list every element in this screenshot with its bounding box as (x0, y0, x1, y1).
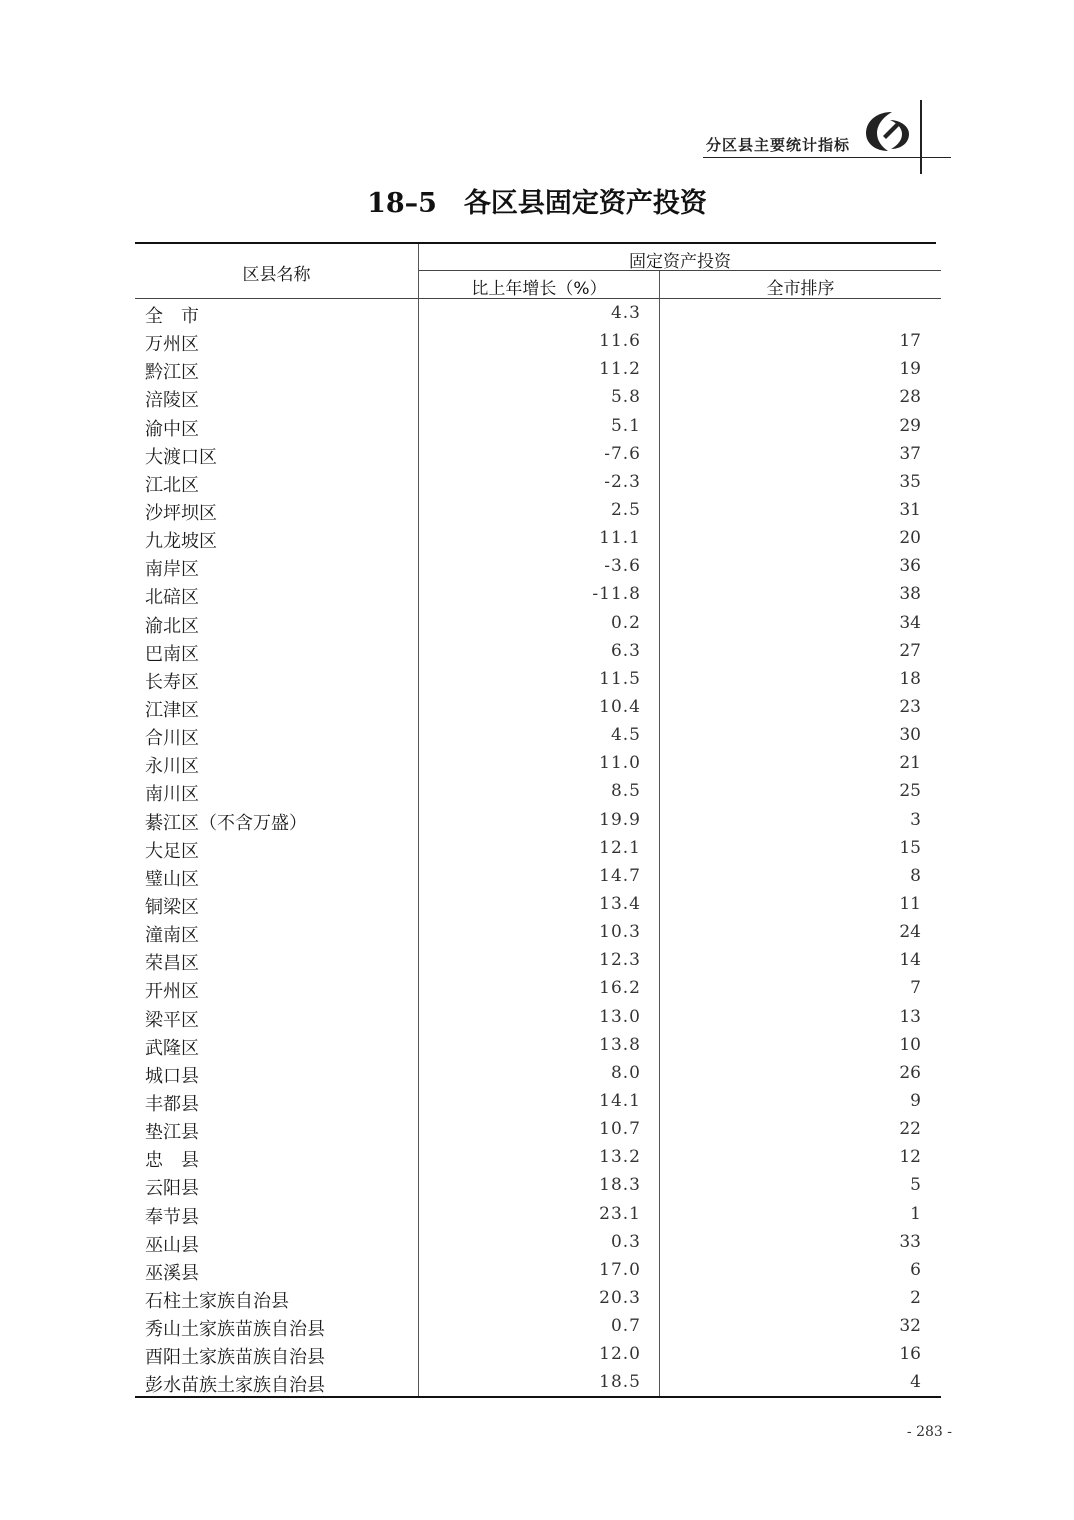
running-head: 分区县主要统计指标 (706, 136, 851, 154)
table-row (135, 946, 941, 974)
table-row (135, 1171, 941, 1199)
district-name-cell: 綦江区（不含万盛） (145, 812, 307, 834)
table-row (135, 468, 941, 496)
growth-rate-cell: 0.2 (610, 612, 641, 633)
city-rank-cell: 16 (899, 1344, 921, 1365)
district-name-cell: 长寿区 (145, 671, 199, 693)
district-name-cell: 江津区 (145, 699, 199, 721)
growth-rate-cell: 11.1 (599, 528, 641, 549)
table-row (135, 327, 941, 355)
growth-rate-cell: 12.3 (599, 950, 641, 971)
district-name-cell: 巫溪县 (145, 1262, 199, 1284)
table-row (135, 580, 941, 608)
district-name-cell: 忠 县 (145, 1150, 199, 1172)
table-row (135, 609, 941, 637)
table-row (135, 637, 941, 665)
district-name-cell: 全 市 (145, 306, 199, 327)
district-name-cell: 彭水苗族土家族自治县 (145, 1375, 325, 1397)
city-rank-cell: 25 (899, 781, 921, 802)
table-row (135, 440, 941, 468)
city-rank-cell: 4 (910, 1372, 921, 1393)
city-rank-cell: 30 (899, 725, 921, 746)
district-name-cell: 万州区 (145, 334, 199, 356)
growth-rate-cell: -2.3 (604, 471, 641, 492)
city-rank-cell: 6 (910, 1259, 921, 1280)
district-name-cell: 潼南区 (145, 925, 199, 947)
page-title: 18–5 各区县固定资产投资 (367, 188, 707, 219)
city-rank-cell: 37 (899, 443, 921, 464)
district-name-cell: 南川区 (145, 784, 199, 806)
growth-rate-cell: 0.3 (610, 1231, 641, 1252)
district-name-cell: 璧山区 (145, 868, 199, 890)
city-rank-cell: 14 (899, 950, 921, 971)
district-name-cell: 荣昌区 (145, 953, 199, 975)
city-rank-cell: 5 (910, 1175, 921, 1196)
growth-rate-cell: 14.7 (599, 865, 641, 886)
city-rank-cell: 8 (910, 865, 921, 886)
city-rank-cell: 31 (899, 499, 921, 520)
table-row (135, 524, 941, 552)
district-name-cell: 奉节县 (145, 1206, 199, 1228)
city-rank-cell: 20 (899, 528, 921, 549)
growth-rate-cell: -3.6 (604, 556, 641, 577)
statistics-logo-icon (862, 106, 914, 156)
table-row (135, 1256, 941, 1284)
table-row (135, 777, 941, 805)
table-row (135, 1087, 941, 1115)
table-row (135, 1200, 941, 1228)
district-name-cell: 城口县 (145, 1065, 199, 1087)
growth-rate-cell: 13.4 (599, 893, 641, 914)
table-row (135, 862, 941, 890)
city-rank-cell: 36 (899, 556, 921, 577)
table-row (135, 1368, 941, 1396)
growth-rate-cell: 10.3 (599, 922, 641, 943)
district-name-cell: 巫山县 (145, 1234, 199, 1256)
growth-rate-cell: 6.3 (610, 640, 641, 661)
table-row (135, 299, 941, 327)
table-row (135, 1228, 941, 1256)
city-rank-cell: 32 (899, 1316, 921, 1337)
table-row (135, 890, 941, 918)
growth-rate-cell: -11.8 (592, 584, 641, 605)
city-rank-cell: 33 (899, 1231, 921, 1252)
table-body (135, 299, 941, 1396)
growth-rate-cell: 11.2 (599, 359, 641, 380)
growth-rate-cell: 5.8 (610, 387, 641, 408)
header-growth-rate: 比上年增长（%） (471, 279, 607, 299)
city-rank-cell: 7 (910, 978, 921, 999)
growth-rate-cell: 10.4 (599, 696, 641, 717)
city-rank-cell: 13 (899, 1006, 921, 1027)
district-name-cell: 武隆区 (145, 1037, 199, 1059)
city-rank-cell: 34 (899, 612, 921, 633)
table-row (135, 918, 941, 946)
table-row (135, 355, 941, 383)
growth-rate-cell: 8.0 (610, 1062, 641, 1083)
city-rank-cell: 3 (910, 809, 921, 830)
growth-rate-cell: 4.3 (610, 303, 641, 323)
growth-rate-cell: 11.0 (599, 753, 641, 774)
district-name-cell: 南岸区 (145, 559, 199, 581)
growth-rate-cell: 13.2 (599, 1147, 641, 1168)
district-name-cell: 永川区 (145, 756, 199, 778)
page-header (0, 0, 1074, 180)
city-rank-cell: 17 (899, 331, 921, 352)
header-rule-vertical (920, 100, 922, 174)
city-rank-cell: 15 (899, 837, 921, 858)
district-name-cell: 大足区 (145, 840, 199, 862)
district-name-cell: 九龙坡区 (145, 531, 217, 553)
city-rank-cell: 38 (899, 584, 921, 605)
table-bottom-rule (135, 1396, 941, 1398)
district-name-cell: 垫江县 (145, 1122, 199, 1144)
growth-rate-cell: 13.0 (599, 1006, 641, 1027)
city-rank-cell: 24 (899, 922, 921, 943)
district-name-cell: 黔江区 (145, 362, 199, 384)
growth-rate-cell: 5.1 (610, 415, 641, 436)
city-rank-cell: 29 (899, 415, 921, 436)
district-name-cell: 渝中区 (145, 418, 199, 440)
table-row (135, 383, 941, 411)
district-name-cell: 大渡口区 (145, 446, 217, 468)
page-number: - 283 - (906, 1424, 952, 1440)
growth-rate-cell: 14.1 (599, 1090, 641, 1111)
growth-rate-cell: 18.5 (599, 1372, 641, 1393)
table-row (135, 1312, 941, 1340)
table-row (135, 693, 941, 721)
district-name-cell: 沙坪坝区 (145, 502, 217, 524)
table-row (135, 721, 941, 749)
city-rank-cell: 35 (899, 471, 921, 492)
city-rank-cell: 10 (899, 1034, 921, 1055)
district-name-cell: 云阳县 (145, 1178, 199, 1200)
growth-rate-cell: 2.5 (610, 499, 641, 520)
city-rank-cell: 23 (899, 696, 921, 717)
table-row (135, 412, 941, 440)
city-rank-cell: 11 (899, 893, 921, 914)
growth-rate-cell: 11.6 (599, 331, 641, 352)
city-rank-cell: 22 (899, 1119, 921, 1140)
district-name-cell: 开州区 (145, 981, 199, 1003)
city-rank-cell: 19 (899, 359, 921, 380)
city-rank-cell: 21 (899, 753, 921, 774)
table-row (135, 1115, 941, 1143)
growth-rate-cell: 12.0 (599, 1344, 641, 1365)
city-rank-cell: 27 (899, 640, 921, 661)
district-name-cell: 巴南区 (145, 643, 199, 665)
table-row (135, 1284, 941, 1312)
table-row (135, 496, 941, 524)
table-row (135, 1031, 941, 1059)
table-row (135, 1340, 941, 1368)
city-rank-cell: 28 (899, 387, 921, 408)
table-row (135, 806, 941, 834)
district-name-cell: 丰都县 (145, 1093, 199, 1115)
header-district-name: 区县名称 (242, 265, 311, 285)
city-rank-cell: 2 (910, 1287, 921, 1308)
district-name-cell: 渝北区 (145, 615, 199, 637)
growth-rate-cell: 18.3 (599, 1175, 641, 1196)
header-fixed-asset-investment: 固定资产投资 (629, 252, 731, 272)
district-name-cell: 合川区 (145, 728, 199, 750)
table-row (135, 974, 941, 1002)
district-name-cell: 北碚区 (145, 587, 199, 609)
district-name-cell: 铜梁区 (145, 896, 199, 918)
table-row (135, 552, 941, 580)
table-row (135, 665, 941, 693)
table-row (135, 1143, 941, 1171)
growth-rate-cell: 12.1 (599, 837, 641, 858)
table-row (135, 1059, 941, 1087)
growth-rate-cell: 13.8 (599, 1034, 641, 1055)
table-row (135, 749, 941, 777)
city-rank-cell: 9 (910, 1090, 921, 1111)
city-rank-cell: 1 (910, 1203, 921, 1224)
district-name-cell: 秀山土家族苗族自治县 (145, 1319, 325, 1341)
header-rule-horizontal (703, 157, 951, 158)
city-rank-cell: 18 (899, 668, 921, 689)
header-city-rank: 全市排序 (766, 279, 835, 299)
growth-rate-cell: -7.6 (604, 443, 641, 464)
growth-rate-cell: 4.5 (610, 725, 641, 746)
growth-rate-cell: 10.7 (599, 1119, 641, 1140)
growth-rate-cell: 17.0 (599, 1259, 641, 1280)
district-name-cell: 石柱土家族自治县 (145, 1290, 289, 1312)
growth-rate-cell: 19.9 (599, 809, 641, 830)
district-name-cell: 梁平区 (145, 1009, 199, 1031)
growth-rate-cell: 0.7 (610, 1316, 641, 1337)
growth-rate-cell: 20.3 (599, 1287, 641, 1308)
table-row (135, 834, 941, 862)
district-name-cell: 涪陵区 (145, 390, 199, 412)
city-rank-cell: 12 (899, 1147, 921, 1168)
growth-rate-cell: 16.2 (599, 978, 641, 999)
growth-rate-cell: 23.1 (599, 1203, 641, 1224)
city-rank-cell: 26 (899, 1062, 921, 1083)
growth-rate-cell: 8.5 (610, 781, 641, 802)
table-row (135, 1003, 941, 1031)
growth-rate-cell: 11.5 (599, 668, 641, 689)
district-name-cell: 江北区 (145, 474, 199, 496)
table-top-rule (135, 242, 936, 244)
district-name-cell: 酉阳土家族苗族自治县 (145, 1347, 325, 1369)
